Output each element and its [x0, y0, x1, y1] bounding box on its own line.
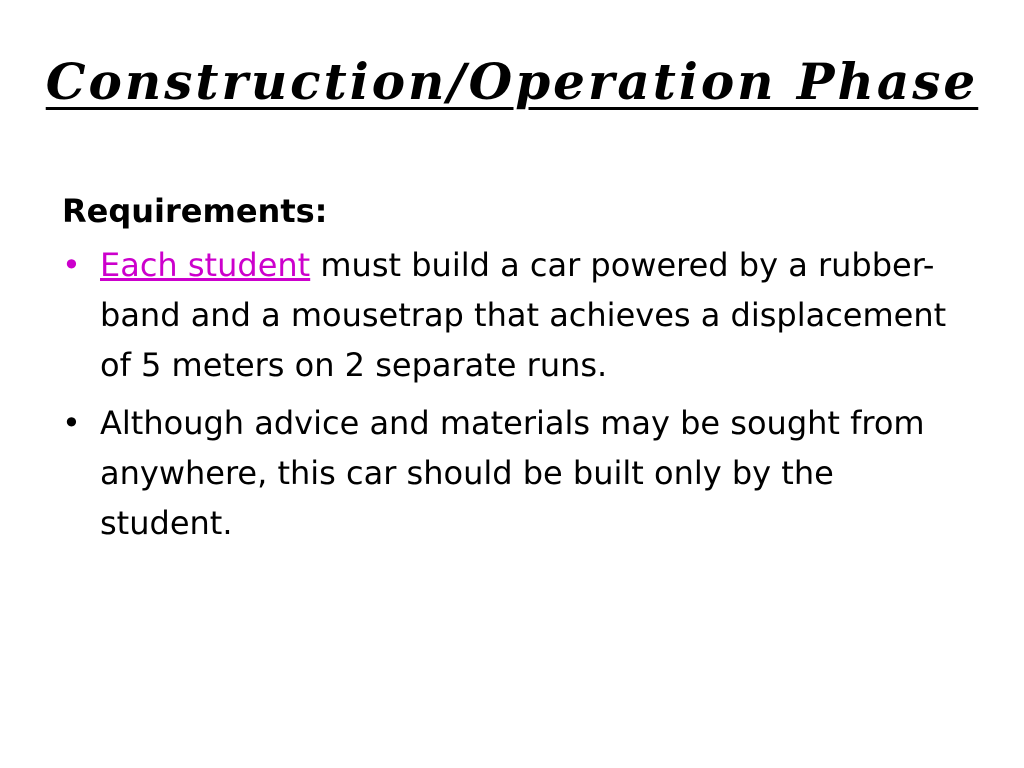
slide-body — [62, 186, 962, 556]
bullet-item — [62, 240, 962, 390]
bullet-text: must build a car powered by a rubber-band and a mousetrap that achieves a displacement of 5 meters on 2 separate runs. — [100, 246, 947, 384]
bullet-list — [62, 240, 962, 548]
bullet-item — [62, 398, 962, 548]
highlighted-phrase: Each student — [100, 246, 311, 284]
requirements-heading: Requirements: — [62, 192, 328, 230]
bullet-dot-icon: • — [62, 246, 81, 284]
bullet-text: Although advice and materials may be sought from anywhere, this car should be built only by the student. — [100, 404, 925, 542]
slide-title: Construction/Operation Phase — [45, 52, 979, 111]
bullet-dot-icon: • — [62, 404, 81, 442]
